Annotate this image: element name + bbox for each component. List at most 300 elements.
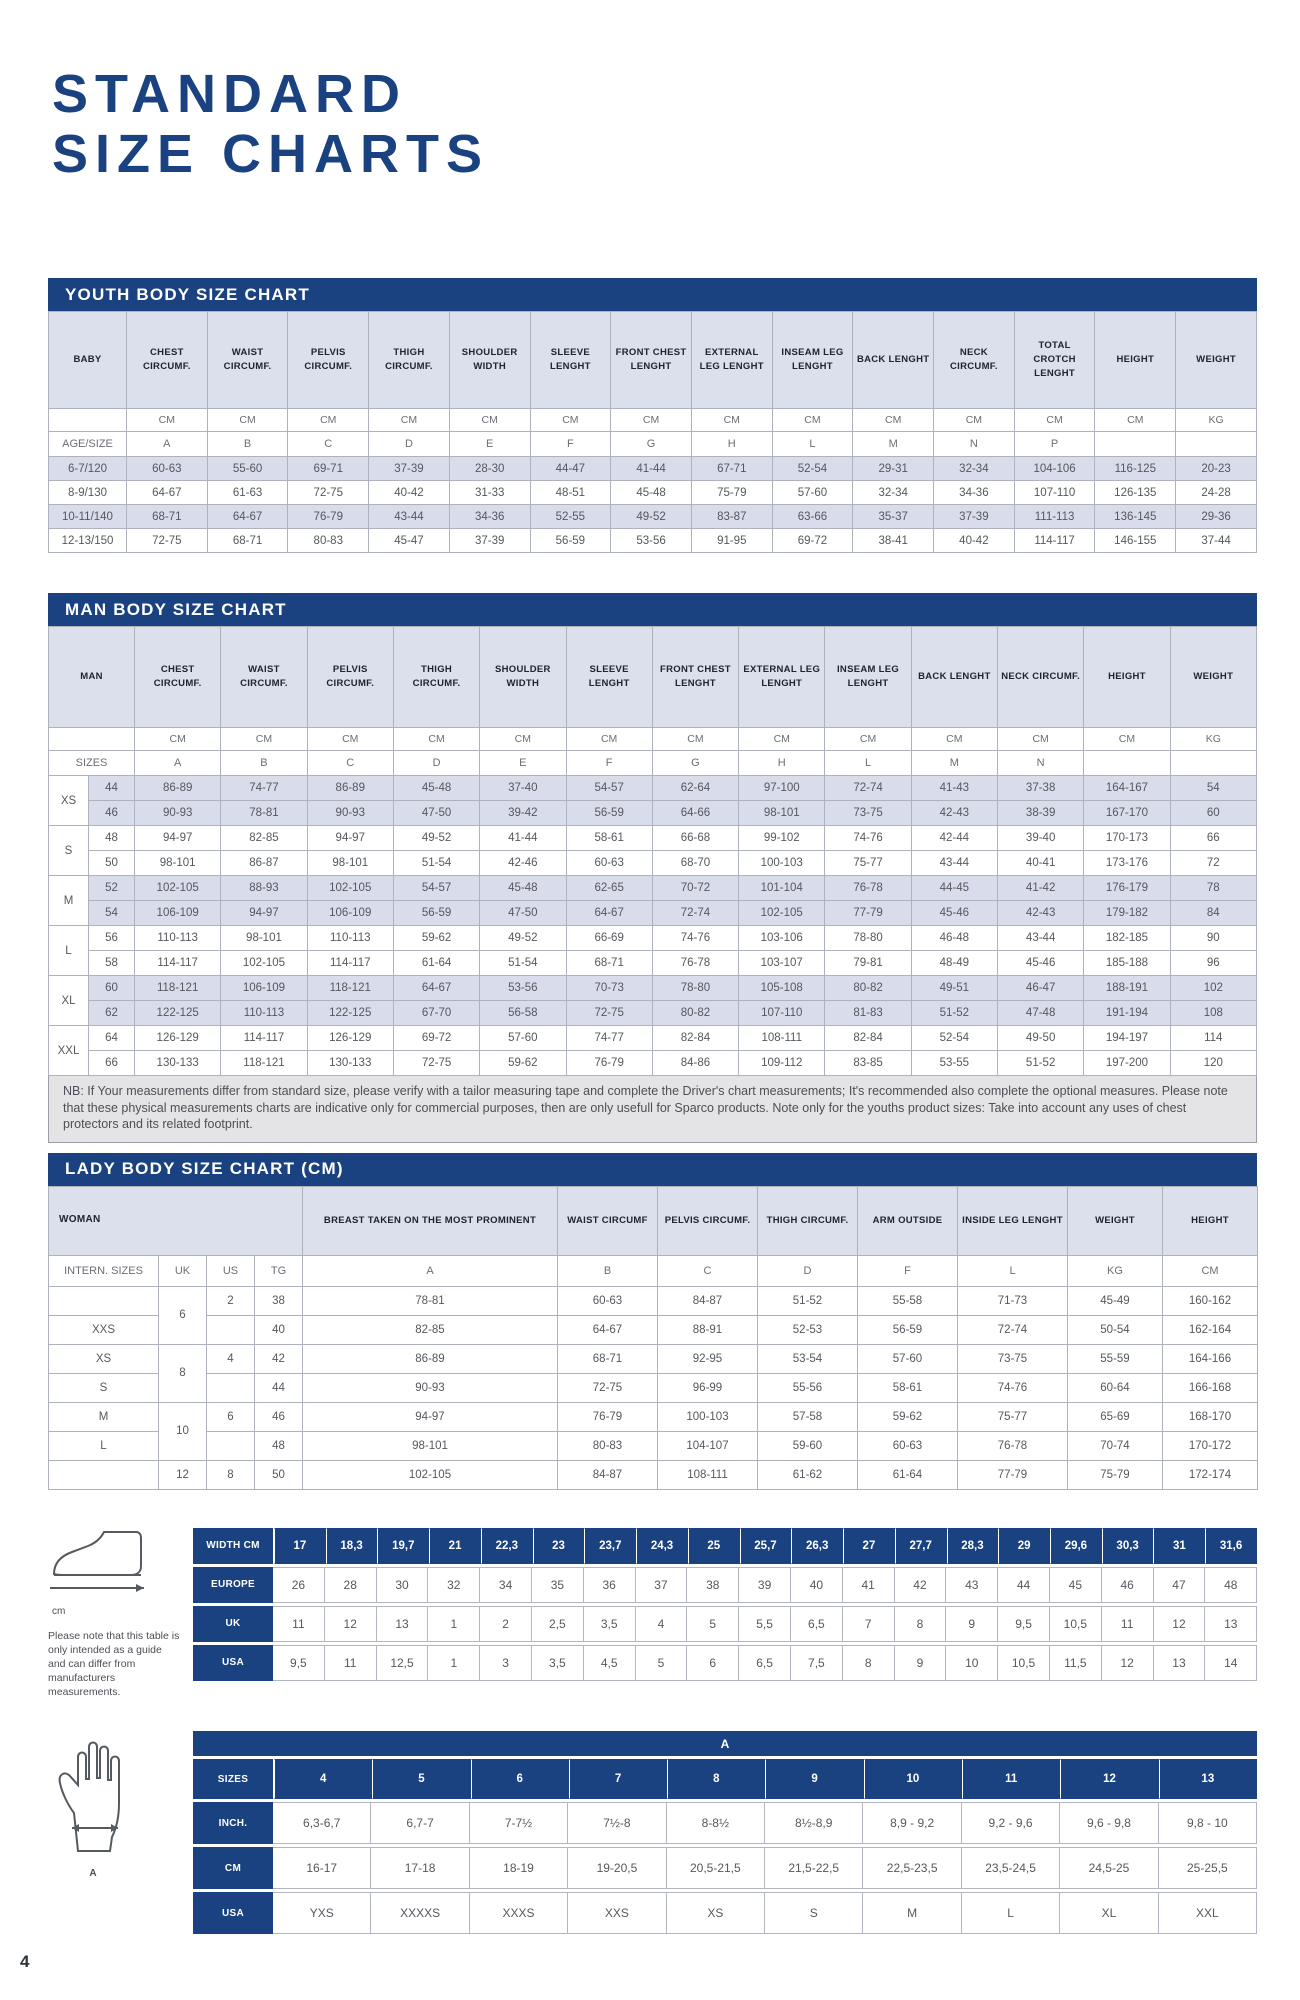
data-cell: 92-95 [658, 1344, 758, 1373]
letter-cell: D [758, 1255, 858, 1286]
data-cell: 25 [688, 1528, 740, 1564]
glove-table-row [193, 1847, 1257, 1889]
row-label: S [49, 1373, 159, 1402]
letters-row-label: INTERN. SIZES [49, 1255, 159, 1286]
data-cell: 56-59 [858, 1315, 958, 1344]
data-cell: 37-39 [934, 505, 1015, 529]
unit-cell: CM [1084, 728, 1170, 751]
unit-cell: CM [449, 409, 530, 432]
data-cell: 67-70 [393, 1001, 479, 1026]
data-cell: 170-172 [1163, 1431, 1258, 1460]
data-cell: 82-85 [303, 1315, 558, 1344]
data-cell: 41-42 [997, 876, 1083, 901]
letter-cell: A [127, 432, 208, 457]
table-row [49, 1286, 1258, 1315]
unit-cell: CM [1095, 409, 1176, 432]
letter-cell: TG [255, 1255, 303, 1286]
column-header: HEIGHT [1095, 312, 1176, 409]
data-cell: 19-20,5 [568, 1847, 666, 1889]
data-cell: 66 [1170, 826, 1256, 851]
data-cell: 30,3 [1102, 1528, 1154, 1564]
uk-size-cell: 6 [159, 1286, 207, 1344]
tg-size-cell: 40 [255, 1315, 303, 1344]
column-header: THIGH CIRCUMF. [369, 312, 450, 409]
data-cell: 52-53 [758, 1315, 858, 1344]
data-cell: 9,8 - 10 [1159, 1802, 1257, 1844]
data-cell: 40-41 [997, 851, 1083, 876]
data-cell: 45-47 [369, 529, 450, 553]
letter-cell: A [303, 1255, 558, 1286]
data-cell: 74-77 [221, 776, 307, 801]
letters-row-label: SIZES [49, 751, 135, 776]
data-cell: 42-43 [911, 801, 997, 826]
unit-cell: CM [997, 728, 1083, 751]
table-row [49, 901, 1257, 926]
data-cell: 37-44 [1176, 529, 1257, 553]
data-cell: 114-117 [307, 951, 393, 976]
data-cell: 69-72 [772, 529, 853, 553]
data-cell: 57-58 [758, 1402, 858, 1431]
data-cell: 166-168 [1163, 1373, 1258, 1402]
data-cell: 77-79 [958, 1460, 1068, 1489]
data-cell: 82-84 [652, 1026, 738, 1051]
data-cell: 6 [687, 1645, 739, 1681]
letter-cell: D [369, 432, 450, 457]
data-cell: 102 [1170, 976, 1256, 1001]
column-header: WEIGHT [1176, 312, 1257, 409]
data-cell: 7 [843, 1606, 895, 1642]
row-label [49, 1460, 159, 1489]
data-cell: 72-74 [652, 901, 738, 926]
data-cell: 11,5 [1050, 1645, 1102, 1681]
data-cell: 8,9 - 9,2 [863, 1802, 961, 1844]
column-header: WAIST CIRCUMF. [221, 627, 307, 728]
data-cell: 12 [1102, 1645, 1154, 1681]
data-cell: 18,3 [326, 1528, 378, 1564]
data-cell: 111-113 [1014, 505, 1095, 529]
data-cell: 84 [1170, 901, 1256, 926]
data-cell: XL [1060, 1892, 1158, 1934]
data-cell: 103-107 [739, 951, 825, 976]
data-cell: 6,5 [739, 1645, 791, 1681]
title-line-2: SIZE CHARTS [52, 124, 490, 184]
data-cell: 53-55 [911, 1051, 997, 1076]
data-cell: 55-59 [1068, 1344, 1163, 1373]
data-cell: 74-76 [652, 926, 738, 951]
unit-cell: CM [566, 728, 652, 751]
data-cell: 6,7-7 [371, 1802, 469, 1844]
data-cell: 20,5-21,5 [667, 1847, 765, 1889]
column-header: SLEEVE LENGHT [530, 312, 611, 409]
lady-size-table [48, 1186, 1257, 1490]
data-cell: 70-73 [566, 976, 652, 1001]
data-cell: 100-103 [739, 851, 825, 876]
data-cell: 77-79 [825, 901, 911, 926]
data-cell: 185-188 [1084, 951, 1170, 976]
data-cell: 58-61 [566, 826, 652, 851]
data-cell: 23,7 [584, 1528, 636, 1564]
shoe-table-row [193, 1606, 1257, 1642]
column-header: SHOULDER WIDTH [480, 627, 566, 728]
data-cell: 11 [962, 1759, 1060, 1799]
table-row [49, 1001, 1257, 1026]
table-row [49, 1051, 1257, 1076]
data-cell: 51-52 [758, 1286, 858, 1315]
size-cell: 44 [89, 776, 135, 801]
column-header: HEIGHT [1163, 1186, 1258, 1255]
data-cell: 56-59 [566, 801, 652, 826]
data-cell: 38-41 [853, 529, 934, 553]
data-cell: 25-25,5 [1159, 1847, 1257, 1889]
table-row [49, 1026, 1257, 1051]
data-cell: 76-78 [652, 951, 738, 976]
data-cell: 46-48 [911, 926, 997, 951]
data-cell: 6 [471, 1759, 569, 1799]
lady-chart-section [48, 1153, 1257, 1490]
data-cell: 56-59 [530, 529, 611, 553]
column-header: INSIDE LEG LENGHT [958, 1186, 1068, 1255]
data-cell: 9,6 - 9,8 [1060, 1802, 1158, 1844]
data-cell: 9 [946, 1606, 998, 1642]
shoe-table-row [193, 1645, 1257, 1681]
shoe-unit-label: cm [52, 1605, 66, 1617]
letter-cell: CM [1163, 1255, 1258, 1286]
data-cell: 6,5 [791, 1606, 843, 1642]
letters-row-label: AGE/SIZE [49, 432, 127, 457]
glove-table-row [193, 1892, 1257, 1934]
data-cell: 31,6 [1205, 1528, 1257, 1564]
data-cell: 194-197 [1084, 1026, 1170, 1051]
column-header: PELVIS CIRCUMF. [307, 627, 393, 728]
data-cell: 83-85 [825, 1051, 911, 1076]
row-label: USA [193, 1645, 273, 1681]
data-cell: 32 [428, 1567, 480, 1603]
table-row [49, 457, 1257, 481]
row-label: SIZES [193, 1759, 274, 1799]
column-header: EXTERNAL LEG LENGHT [739, 627, 825, 728]
unit-cell: CM [307, 728, 393, 751]
glove-measure-label: A [89, 1868, 97, 1880]
shoe-table-note: Please note that this table is only intended as a guide and can differ from manufacturers measurements. [48, 1629, 180, 1699]
size-cell: 58 [89, 951, 135, 976]
data-cell: 53-54 [758, 1344, 858, 1373]
letter-cell: P [1014, 432, 1095, 457]
data-cell: 83-87 [691, 505, 772, 529]
data-cell: 59-60 [758, 1431, 858, 1460]
data-cell: 5 [687, 1606, 739, 1642]
data-cell: 84-86 [652, 1051, 738, 1076]
table-row [49, 1402, 1258, 1431]
data-cell: 25,7 [740, 1528, 792, 1564]
data-cell: 28,3 [947, 1528, 999, 1564]
unit-cell: CM [1014, 409, 1095, 432]
data-cell: 104-106 [1014, 457, 1095, 481]
data-cell: 72-75 [288, 481, 369, 505]
data-cell: 49-50 [997, 1026, 1083, 1051]
data-cell: 162-164 [1163, 1315, 1258, 1344]
column-header: INSEAM LEG LENGHT [772, 312, 853, 409]
data-cell: 39-42 [480, 801, 566, 826]
data-cell: 45 [1050, 1567, 1102, 1603]
data-cell: S [765, 1892, 863, 1934]
data-cell: 120 [1170, 1051, 1256, 1076]
column-header: NECK CIRCUMF. [934, 312, 1015, 409]
data-cell: 179-182 [1084, 901, 1170, 926]
glove-chart-section [48, 1731, 1257, 1937]
letter-cell: US [207, 1255, 255, 1286]
data-cell: 88-91 [658, 1315, 758, 1344]
data-cell: 27 [843, 1528, 895, 1564]
data-cell: 114-117 [1014, 529, 1095, 553]
data-cell: 7,5 [791, 1645, 843, 1681]
letter-cell: B [221, 751, 307, 776]
us-size-cell: 2 [207, 1286, 255, 1315]
data-cell: 9 [765, 1759, 863, 1799]
unit-cell: CM [288, 409, 369, 432]
data-cell: 54-57 [566, 776, 652, 801]
column-header: NECK CIRCUMF. [997, 627, 1083, 728]
letter-cell: C [658, 1255, 758, 1286]
data-cell: 68-71 [566, 951, 652, 976]
data-cell: 29 [998, 1528, 1050, 1564]
data-cell: 41 [843, 1567, 895, 1603]
data-cell: 49-52 [480, 926, 566, 951]
tg-size-cell: 48 [255, 1431, 303, 1460]
data-cell: 100-103 [658, 1402, 758, 1431]
data-cell: 23 [533, 1528, 585, 1564]
letter-cell: F [858, 1255, 958, 1286]
data-cell: 75-79 [1068, 1460, 1163, 1489]
data-cell: 94-97 [135, 826, 221, 851]
column-header: CHEST CIRCUMF. [127, 312, 208, 409]
uk-size-cell: 12 [159, 1460, 207, 1489]
row-label: L [49, 1431, 159, 1460]
unit-cell: CM [369, 409, 450, 432]
data-cell: 60-63 [566, 851, 652, 876]
page-title [52, 64, 1257, 184]
data-cell: 72-75 [566, 1001, 652, 1026]
data-cell: 76-78 [958, 1431, 1068, 1460]
size-cell: 54 [89, 901, 135, 926]
data-cell: 41-44 [480, 826, 566, 851]
row-label: XS [49, 1344, 159, 1373]
size-group-label: XS [49, 776, 89, 826]
column-header: SHOULDER WIDTH [449, 312, 530, 409]
data-cell: 98-101 [221, 926, 307, 951]
data-cell: 109-112 [739, 1051, 825, 1076]
data-cell: 4 [274, 1759, 372, 1799]
unit-cell: CM [221, 728, 307, 751]
column-header: MAN [49, 627, 135, 728]
data-cell: 29-36 [1176, 505, 1257, 529]
glove-size-table [193, 1759, 1257, 1934]
data-cell: 12,5 [377, 1645, 429, 1681]
letter-cell: L [772, 432, 853, 457]
data-cell: 75-79 [691, 481, 772, 505]
letter-cell: N [934, 432, 1015, 457]
data-cell: 13 [1205, 1606, 1257, 1642]
data-cell: 27,7 [895, 1528, 947, 1564]
data-cell: 102-105 [303, 1460, 558, 1489]
data-cell: 168-170 [1163, 1402, 1258, 1431]
table-row [49, 1431, 1258, 1460]
column-header: BREAST TAKEN ON THE MOST PROMINENT [303, 1186, 558, 1255]
letter-cell [1176, 432, 1257, 457]
unit-cell: CM [691, 409, 772, 432]
data-cell: 37-38 [997, 776, 1083, 801]
data-cell: 2,5 [532, 1606, 584, 1642]
letter-cell: C [307, 751, 393, 776]
table-row [49, 926, 1257, 951]
data-cell: 47-50 [480, 901, 566, 926]
data-cell: 188-191 [1084, 976, 1170, 1001]
data-cell: 51-52 [911, 1001, 997, 1026]
data-cell: 106-109 [307, 901, 393, 926]
data-cell: 14 [1205, 1645, 1257, 1681]
data-cell: 5,5 [739, 1606, 791, 1642]
data-cell: 102-105 [307, 876, 393, 901]
data-cell: 84-87 [558, 1460, 658, 1489]
data-cell: 9 [895, 1645, 947, 1681]
data-cell: 164-167 [1084, 776, 1170, 801]
data-cell: 164-166 [1163, 1344, 1258, 1373]
data-cell: 146-155 [1095, 529, 1176, 553]
data-cell: 107-110 [1014, 481, 1095, 505]
table-row [49, 1315, 1258, 1344]
us-size-cell: 4 [207, 1344, 255, 1373]
data-cell: 17-18 [371, 1847, 469, 1889]
data-cell: XXS [568, 1892, 666, 1934]
data-cell: 43 [946, 1567, 998, 1603]
data-cell: 78-80 [652, 976, 738, 1001]
data-cell: 34-36 [934, 481, 1015, 505]
size-group-label: S [49, 826, 89, 876]
row-label [49, 1286, 159, 1315]
data-cell: 61-64 [858, 1460, 958, 1489]
data-cell: 45-46 [911, 901, 997, 926]
data-cell: 24,3 [636, 1528, 688, 1564]
man-chart-section [48, 593, 1257, 1143]
column-header: THIGH CIRCUMF. [393, 627, 479, 728]
data-cell: 29-31 [853, 457, 934, 481]
data-cell: 116-125 [1095, 457, 1176, 481]
us-size-cell: 8 [207, 1460, 255, 1489]
data-cell: 1 [428, 1606, 480, 1642]
title-line-1: STANDARD [52, 64, 407, 124]
unit-cell: CM [207, 409, 288, 432]
data-cell: 80-83 [288, 529, 369, 553]
table-row [49, 481, 1257, 505]
shoe-icon [48, 1530, 168, 1619]
unit-cell [49, 409, 127, 432]
data-cell: 73-75 [825, 801, 911, 826]
us-size-cell [207, 1315, 255, 1344]
data-cell: 35-37 [853, 505, 934, 529]
row-label: CM [193, 1847, 273, 1889]
size-cell: 60 [89, 976, 135, 1001]
data-cell: 75-77 [825, 851, 911, 876]
table-row [49, 801, 1257, 826]
letter-cell [1095, 432, 1176, 457]
data-cell: 98-101 [135, 851, 221, 876]
data-cell: 36 [584, 1567, 636, 1603]
shoe-size-table [193, 1528, 1257, 1700]
data-cell: 99-102 [739, 826, 825, 851]
data-cell: 59-62 [480, 1051, 566, 1076]
data-cell: 38 [687, 1567, 739, 1603]
data-cell: 173-176 [1084, 851, 1170, 876]
data-cell: 3,5 [584, 1606, 636, 1642]
data-cell: 49-51 [911, 976, 997, 1001]
data-cell: 90 [1170, 926, 1256, 951]
data-cell: 98-101 [307, 851, 393, 876]
data-cell: 96-99 [658, 1373, 758, 1402]
data-cell: 47-50 [393, 801, 479, 826]
data-cell: 72 [1170, 851, 1256, 876]
data-cell: 78-81 [303, 1286, 558, 1315]
tg-size-cell: 38 [255, 1286, 303, 1315]
data-cell: 45-46 [997, 951, 1083, 976]
data-cell: 28 [325, 1567, 377, 1603]
table-row [49, 851, 1257, 876]
data-cell: 58-61 [858, 1373, 958, 1402]
measurements-note: NB: If Your measurements differ from standard size, please verify with a tailor measuring tape and complete the Driver's chart measurements; It's recommended also complete the optional measures. Please note that these physical measurements charts are indicative only for commercial purposes, then are only usefull for Sparco products. Note only for the youths product sizes: Take into account any uses of chest protectors and its related footprint. [48, 1076, 1257, 1143]
data-cell: 86-89 [135, 776, 221, 801]
row-label: M [49, 1402, 159, 1431]
data-cell: 66-69 [566, 926, 652, 951]
letter-cell: M [911, 751, 997, 776]
data-cell: 9,5 [998, 1606, 1050, 1642]
data-cell: 8 [843, 1645, 895, 1681]
column-header: SLEEVE LENGHT [566, 627, 652, 728]
size-group-label: XXL [49, 1026, 89, 1076]
data-cell: 118-121 [307, 976, 393, 1001]
data-cell: 37-39 [369, 457, 450, 481]
data-cell: 64-66 [652, 801, 738, 826]
data-cell: 60 [1170, 801, 1256, 826]
data-cell: 62-64 [652, 776, 738, 801]
data-cell: 51-52 [997, 1051, 1083, 1076]
data-cell: 34 [480, 1567, 532, 1603]
table-row [49, 951, 1257, 976]
letter-cell: B [207, 432, 288, 457]
data-cell: 5 [372, 1759, 470, 1799]
data-cell: 3,5 [532, 1645, 584, 1681]
data-cell: 8-8½ [667, 1802, 765, 1844]
unit-cell [49, 728, 135, 751]
data-cell: 53-56 [480, 976, 566, 1001]
data-cell: 97-100 [739, 776, 825, 801]
table-row [49, 1460, 1258, 1489]
data-cell: 48-49 [911, 951, 997, 976]
data-cell: 11 [325, 1645, 377, 1681]
row-label: USA [193, 1892, 273, 1934]
data-cell: 86-89 [303, 1344, 558, 1373]
table-row [49, 529, 1257, 553]
data-cell: 72-75 [558, 1373, 658, 1402]
data-cell: 52-54 [772, 457, 853, 481]
data-cell: 12 [1060, 1759, 1158, 1799]
data-cell: 40-42 [369, 481, 450, 505]
data-cell: 39 [739, 1567, 791, 1603]
data-cell: 9,2 - 9,6 [962, 1802, 1060, 1844]
column-header: BABY [49, 312, 127, 409]
data-cell: 31-33 [449, 481, 530, 505]
data-cell: 34-36 [449, 505, 530, 529]
shoe-chart-section [48, 1528, 1257, 1700]
column-header: WAIST CIRCUMF [558, 1186, 658, 1255]
shoe-side-column [48, 1528, 193, 1700]
